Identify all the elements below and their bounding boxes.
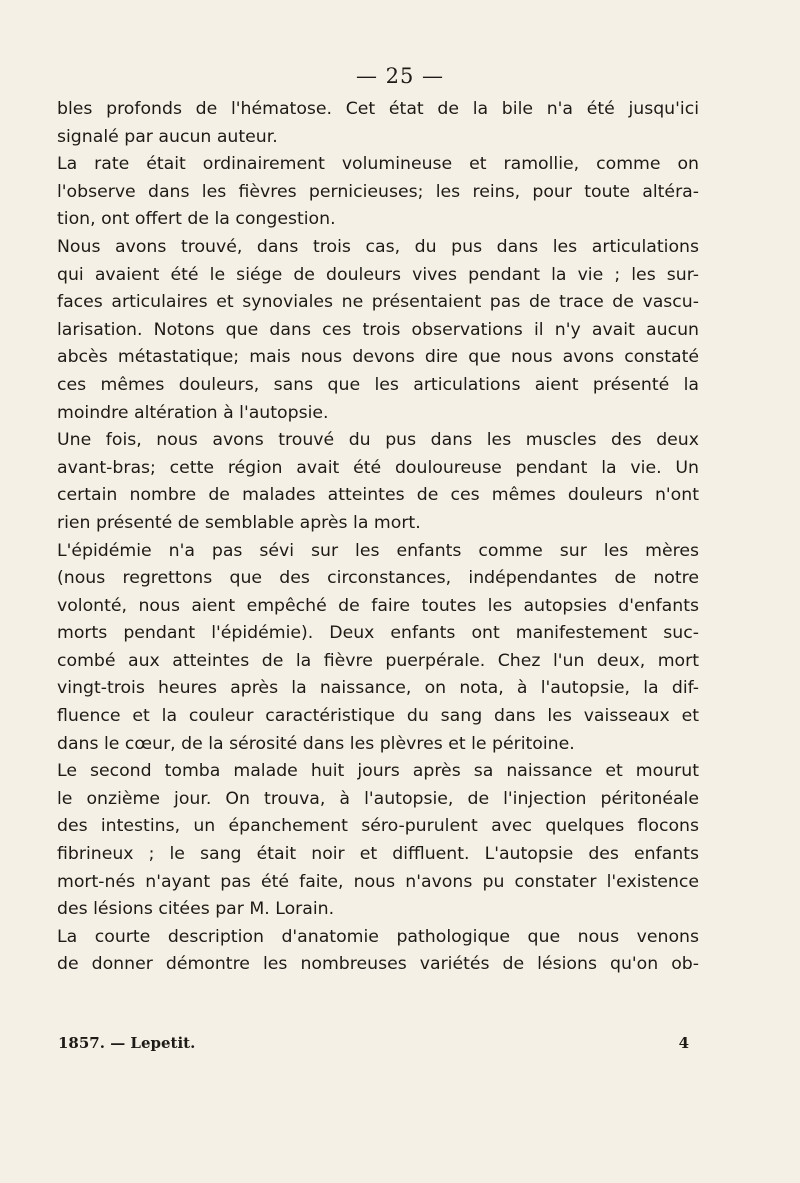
text-line: qui avaient été le siége de douleurs vives pendant la vie ; les sur- [57,264,699,285]
text-line: vingt-trois heures après la naissance, on nota, à l'autopsie, la dif- [57,678,699,699]
text-line: le onzième jour. On trouva, à l'autopsie, de l'injection péritonéale [57,788,699,809]
text-line: ces mêmes douleurs, sans que les articulations aient présenté la [57,374,699,395]
signature-mark: 4 [678,1034,689,1052]
text-line: bles profonds de l'hématose. Cet état de la bile n'a été jusqu'ici [57,99,699,119]
footer-signature: 1857. — Lepetit. [58,1034,196,1052]
text-line: signalé par aucun auteur. [57,126,278,147]
text-line: Le second tomba malade huit jours après sa naissance et mourut [57,761,699,782]
text-line: fluence et la couleur caractéristique du sang dans les vaisseaux et [57,706,699,727]
text-line: avant-bras; cette région avait été douloureuse pendant la vie. Un [57,457,699,478]
text-line: faces articulaires et synoviales ne présentaient pas de trace de vascu- [57,292,699,313]
text-line: moindre altération à l'autopsie. [57,402,329,423]
text-line: combé aux atteintes de la fièvre puerpérale. Chez l'un deux, mort [57,650,699,671]
text-line: l'observe dans les fièvres pernicieuses; les reins, pour toute altéra- [57,181,699,202]
body-text [57,96,699,979]
text-line: morts pendant l'épidémie). Deux enfants ont manifestement suc- [57,623,699,644]
text-line: rien présenté de semblable après la mort. [57,512,421,533]
text-line: mort-nés n'ayant pas été faite, nous n'avons pu constater l'existence [57,871,699,892]
text-line: tion, ont offert de la congestion. [57,209,336,230]
text-line: des intestins, un épanchement séro-purulent avec quelques flocons [57,816,699,837]
text-line: La courte description d'anatomie pathologique que nous venons [57,926,699,947]
text-line: abcès métastatique; mais nous devons dire que nous avons constaté [57,347,699,368]
text-line: Une fois, nous avons trouvé du pus dans les muscles des deux [57,430,699,451]
text-line: de donner démontre les nombreuses variétés de lésions qu'on ob- [57,954,699,975]
text-line: volonté, nous aient empêché de faire toutes les autopsies d'enfants [57,595,699,616]
text-line: certain nombre de malades atteintes de ces mêmes douleurs n'ont [57,485,699,506]
text-line: fibrineux ; le sang était noir et diffluent. L'autopsie des enfants [57,844,699,865]
page-number-header: — 25 — [355,64,445,88]
text-line: La rate était ordinairement volumineuse et ramollie, comme on [57,154,699,175]
text-line: dans le cœur, de la sérosité dans les plèvres et le péritoine. [57,733,575,754]
text-line: L'épidémie n'a pas sévi sur les enfants comme sur les mères [57,540,699,561]
text-line: (nous regrettons que des circonstances, indépendantes de notre [57,568,699,589]
text-line: des lésions citées par M. Lorain. [57,899,335,920]
text-line: Nous avons trouvé, dans trois cas, du pus dans les articulations [57,236,699,257]
text-line: larisation. Notons que dans ces trois observations il n'y avait aucun [57,319,699,340]
